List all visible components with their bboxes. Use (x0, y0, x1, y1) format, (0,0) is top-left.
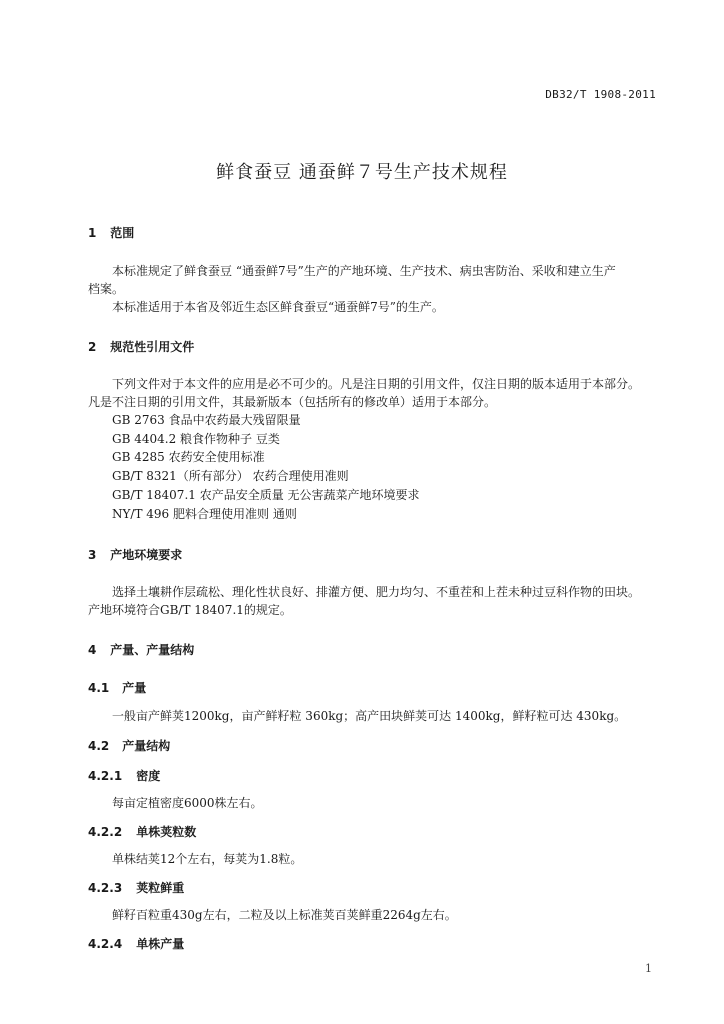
heading-4-2 (88, 737, 170, 754)
heading-number: 4.2 (88, 739, 110, 753)
heading-text: 产量 (122, 681, 147, 695)
heading-yield (88, 641, 194, 658)
heading-environment (88, 546, 182, 563)
heading-text: 规范性引用文件 (110, 340, 195, 354)
paragraph-line: 每亩定植密度6000株左右。 (112, 796, 263, 810)
heading-number: 3 (88, 548, 97, 562)
heading-normative-references (88, 338, 194, 355)
paragraph-line: 单株结荚12个左右，每荚为1.8粒。 (112, 852, 303, 866)
reference-item: NY/T 496 肥料合理使用准则 通则 (112, 507, 297, 521)
heading-4-2-4 (88, 935, 184, 952)
reference-item: GB 2763 食品中农药最大残留限量 (112, 413, 301, 427)
heading-number: 4 (88, 643, 97, 657)
heading-number: 4.2.1 (88, 769, 123, 783)
paragraph-line: 选择土壤耕作层疏松、理化性状良好、排灌方便、肥力均匀、不重茬和上茬未种过豆科作物的田块。 (112, 585, 641, 599)
heading-text: 产地环境要求 (110, 548, 183, 562)
heading-number: 2 (88, 340, 97, 354)
heading-4-2-3 (88, 879, 184, 896)
paragraph-line: 产地环境符合GB/T 18407.1的规定。 (88, 603, 292, 617)
heading-4-2-1 (88, 767, 160, 784)
heading-text: 单株产量 (136, 937, 185, 951)
heading-number: 4.2.2 (88, 825, 123, 839)
page-number: 1 (645, 962, 652, 975)
heading-text: 单株荚粒数 (136, 825, 197, 839)
heading-text: 范围 (110, 226, 135, 240)
heading-number: 4.1 (88, 681, 110, 695)
paragraph-line: 本标准规定了鲜食蚕豆 “通蚕鲜7号”生产的产地环境、生产技术、病虫害防治、采收和建立生产 (112, 264, 616, 278)
paragraph-line: 鲜籽百粒重430g左右，二粒及以上标准荚百荚鲜重2264g左右。 (112, 908, 457, 922)
reference-item: GB 4285 农药安全使用标准 (112, 450, 265, 464)
heading-4-1 (88, 679, 146, 696)
reference-item: GB/T 8321（所有部分） 农药合理使用准则 (112, 469, 349, 483)
heading-number: 4.2.4 (88, 937, 123, 951)
paragraph-line: 本标准适用于本省及邻近生态区鲜食蚕豆“通蚕鲜7号”的生产。 (112, 300, 444, 314)
heading-text: 密度 (136, 769, 161, 783)
page-title: 鲜食蚕豆 通蚕鲜７号生产技术规程 (216, 162, 508, 183)
heading-scope (88, 224, 134, 241)
heading-text: 产量、产量结构 (110, 643, 195, 657)
paragraph-line: 一般亩产鲜荚1200kg，亩产鲜籽粒 360kg；高产田块鲜荚可达 1400kg，鲜籽粒可达 430kg。 (112, 709, 627, 723)
paragraph-line: 凡是不注日期的引用文件，其最新版本（包括所有的修改单）适用于本部分。 (88, 395, 497, 409)
heading-text: 产量结构 (122, 739, 171, 753)
heading-number: 1 (88, 226, 97, 240)
heading-number: 4.2.3 (88, 881, 123, 895)
paragraph-line: 下列文件对于本文件的应用是必不可少的。凡是注日期的引用文件，仅注日期的版本适用于本部分。 (112, 377, 641, 391)
heading-text: 荚粒鲜重 (136, 881, 185, 895)
heading-4-2-2 (88, 823, 196, 840)
paragraph-line: 档案。 (88, 282, 125, 296)
reference-item: GB/T 18407.1 农产品安全质量 无公害蔬菜产地环境要求 (112, 488, 420, 502)
doc-code: DB32/T 1908-2011 (545, 88, 656, 101)
reference-item: GB 4404.2 粮食作物种子 豆类 (112, 432, 280, 446)
